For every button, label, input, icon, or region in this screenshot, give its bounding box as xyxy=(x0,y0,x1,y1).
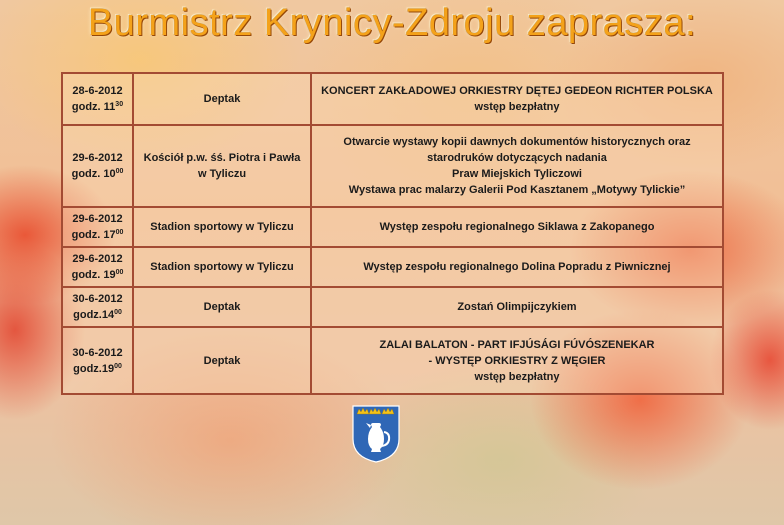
table-row xyxy=(62,327,723,394)
event-date-cell xyxy=(62,327,133,394)
table-row xyxy=(62,287,723,327)
crown-icon xyxy=(357,408,394,414)
event-time-minutes: 00 xyxy=(115,229,124,236)
event-description-line: Występ zespołu regionalnego Dolina Popradu z Piwnicznej xyxy=(363,261,671,273)
event-description xyxy=(311,125,723,207)
event-date-cell xyxy=(62,207,133,247)
event-description-line: - WYSTĘP ORKIESTRY Z WĘGIER xyxy=(428,354,606,367)
page-title: Burmistrz Krynicy-Zdroju zaprasza: xyxy=(87,2,697,44)
event-date-cell xyxy=(62,125,133,207)
event-description xyxy=(311,287,723,327)
event-time: godz. 19 xyxy=(71,269,116,281)
event-date: 30-6-2012 xyxy=(72,293,123,305)
event-time-minutes: 00 xyxy=(115,168,124,175)
event-date: 29-6-2012 xyxy=(72,213,123,225)
event-date: 28-6-2012 xyxy=(72,85,123,97)
event-place: Kościół p.w. śś. Piotra i Pawła w Tyliczu xyxy=(133,125,311,207)
event-time: godz.19 xyxy=(73,362,115,375)
event-description-line: wstęp bezpłatny xyxy=(474,370,560,383)
event-date-cell xyxy=(62,73,133,125)
event-time-minutes: 30 xyxy=(115,101,124,108)
event-date: 29-6-2012 xyxy=(72,152,123,164)
event-description-line: KONCERT ZAKŁADOWEJ ORKIESTRY DĘTEJ GEDEON RICHTER POLSKA xyxy=(321,85,713,97)
event-description xyxy=(311,207,723,247)
event-description-line: Zostań Olimpijczykiem xyxy=(457,301,577,313)
event-description-line: wstęp bezpłatny xyxy=(474,101,560,113)
event-time: godz. 10 xyxy=(71,168,116,180)
crest-icon xyxy=(352,405,400,463)
event-place: Deptak xyxy=(133,73,311,125)
event-time-minutes: 00 xyxy=(114,309,122,316)
event-description-line: ZALAI BALATON - PART IFJÚSÁGI FÚVÓSZENEKAR xyxy=(379,338,655,351)
table-row xyxy=(62,247,723,287)
event-date-cell xyxy=(62,287,133,327)
event-description xyxy=(311,247,723,287)
event-place: Deptak xyxy=(133,287,311,327)
table-row xyxy=(62,125,723,207)
event-description xyxy=(311,73,723,125)
table-row xyxy=(62,73,723,125)
event-place: Deptak xyxy=(133,327,311,394)
event-description xyxy=(311,327,723,394)
event-place: Stadion sportowy w Tyliczu xyxy=(133,247,311,287)
event-time: godz. 11 xyxy=(71,101,116,113)
event-description-line: Otwarcie wystawy kopii dawnych dokumentów historycznych oraz xyxy=(343,136,691,148)
event-date: 29-6-2012 xyxy=(72,253,123,265)
event-time-minutes: 00 xyxy=(115,269,124,276)
event-description-line: starodruków dotyczących nadania xyxy=(427,152,607,164)
event-date: 30-6-2012 xyxy=(72,346,123,359)
events-table xyxy=(61,72,724,395)
event-place: Stadion sportowy w Tyliczu xyxy=(133,207,311,247)
event-description-line: Wystawa prac malarzy Galerii Pod Kasztanem „Motywy Tylickie” xyxy=(348,184,686,196)
event-date-cell xyxy=(62,247,133,287)
event-time-minutes: 00 xyxy=(114,362,122,370)
event-description-line: Występ zespołu regionalnego Siklawa z Zakopanego xyxy=(379,221,655,233)
event-description-line: Praw Miejskich Tyliczowi xyxy=(451,168,582,180)
event-time: godz.14 xyxy=(73,309,115,321)
table-row xyxy=(62,207,723,247)
event-time: godz. 17 xyxy=(71,229,116,241)
